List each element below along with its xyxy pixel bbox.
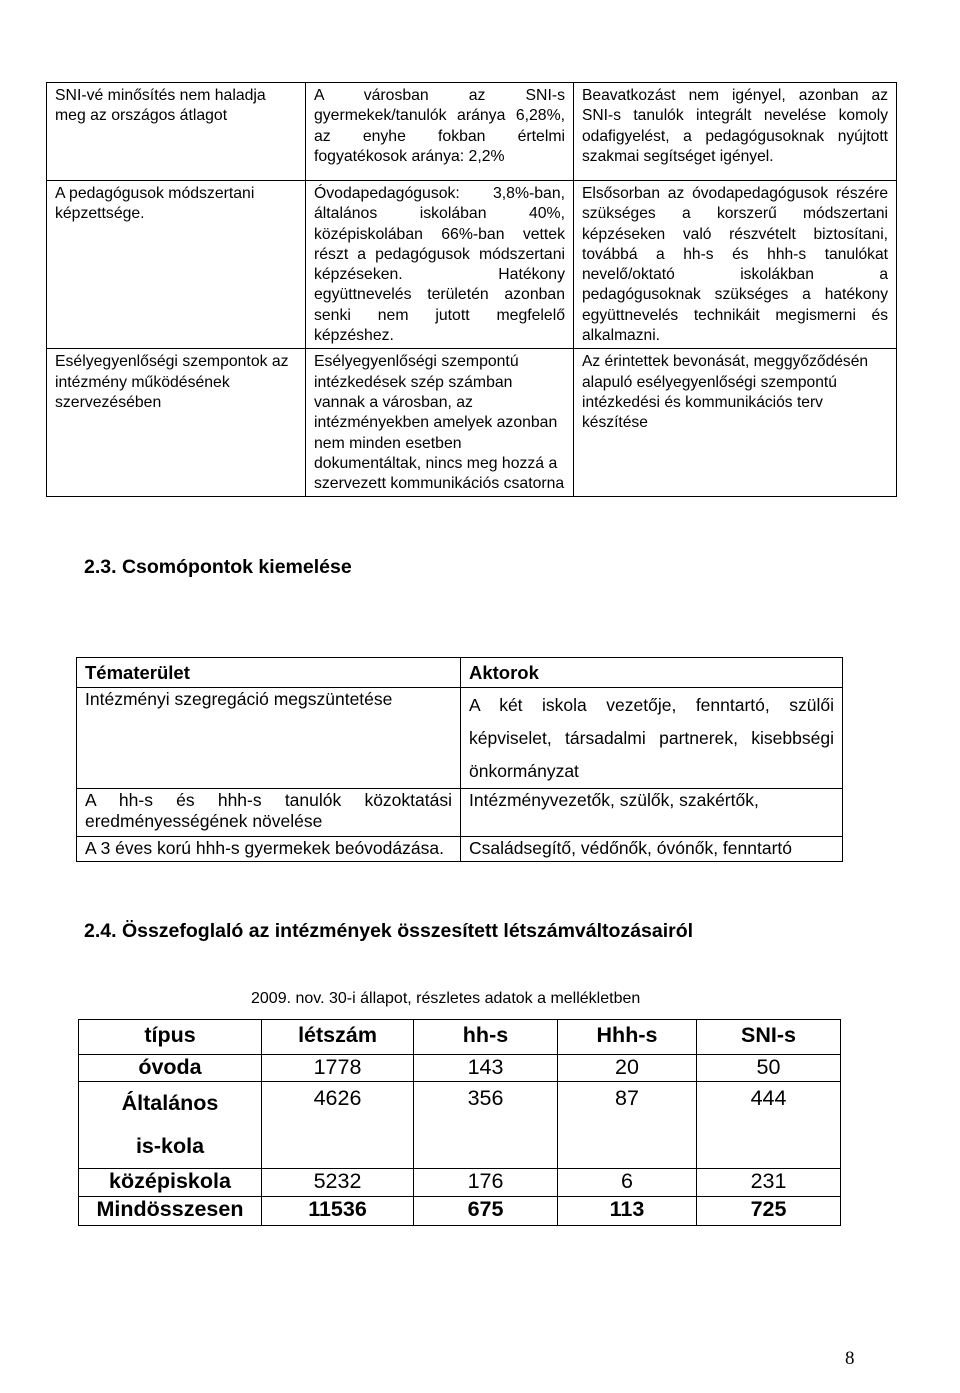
value-cell: 50 (697, 1055, 841, 1082)
headcount-table (78, 1019, 841, 1226)
header-headcount: létszám (262, 1020, 414, 1055)
table-total-row (79, 1197, 841, 1226)
issues-row (47, 181, 897, 349)
value-cell: 5232 (262, 1169, 414, 1197)
header-type: típus (79, 1020, 262, 1055)
issues-table (46, 82, 897, 497)
issues-cell-finding: Esélyegyenlőségi szempontú intézkedések szép számban vannak a városban, az intézményekben amelyek azonban nem minden esetben dokumentáltak, nincs meg hozzá a szervezett kommunikációs csatorna (306, 349, 574, 497)
row-label: Általános is-kola (79, 1082, 262, 1169)
issues-cell-action: Az érintettek bevonását, meggyőződésén alapuló esélyegyenlőségi szempontú intézkedési és kommunikációs terv készítése (574, 349, 897, 497)
value-cell: 6 (558, 1169, 697, 1197)
row-label: Mindösszesen (79, 1197, 262, 1226)
page-number: 8 (845, 1348, 855, 1369)
section-heading-2-3: 2.3. Csomópontok kiemelése (84, 556, 352, 578)
table-header-row (79, 1020, 841, 1055)
header-hh: hh-s (414, 1020, 558, 1055)
value-cell: 20 (558, 1055, 697, 1082)
value-cell: 176 (414, 1169, 558, 1197)
issues-cell-action: Elsősorban az óvodapedagógusok részére szükséges a korszerű módszertani képzéseken való részvételt biztosítani, továbbá a hh-s és hhh-s tanulókat nevelő/oktató iskolákban a pedagógusoknak szükséges a hatékony együttnevelés technikáit megismerni és alkalmazni. (574, 181, 897, 349)
row-label: óvoda (79, 1055, 262, 1082)
topic-cell: Intézményi szegregáció megszüntetése (77, 688, 461, 789)
header-sni: SNI-s (697, 1020, 841, 1055)
issues-cell-action: Beavatkozást nem igényel, azonban az SNI-s tanulók integrált nevelése komoly odafigyelést, a pedagógusoknak nyújtott szakmai segítséget igényel. (574, 83, 897, 181)
value-cell: 231 (697, 1169, 841, 1197)
header-hhh: Hhh-s (558, 1020, 697, 1055)
issues-cell-area: A pedagógusok módszertani képzettsége. (47, 181, 306, 349)
value-cell: 675 (414, 1197, 558, 1226)
value-cell: 4626 (262, 1082, 414, 1169)
actors-cell: Családsegítő, védőnők, óvónők, fenntartó (461, 837, 843, 862)
issues-cell-area: Esélyegyenlőségi szempontok az intézmény működésének szervezésében (47, 349, 306, 497)
value-cell: 725 (697, 1197, 841, 1226)
actors-cell: A két iskola vezetője, fenntartó, szülői képviselet, társadalmi partnerek, kisebbségi önkormányzat (461, 688, 843, 789)
table-row (77, 837, 843, 862)
issues-cell-finding: A városban az SNI-s gyermekek/tanulók aránya 6,28%, az enyhe fokban értelmi fogyatékosok aránya: 2,2% (306, 83, 574, 181)
value-cell: 113 (558, 1197, 697, 1226)
table-row (79, 1082, 841, 1169)
table-row (77, 688, 843, 789)
value-cell: 143 (414, 1055, 558, 1082)
value-cell: 87 (558, 1082, 697, 1169)
focus-points-table (76, 657, 843, 862)
table-row (77, 789, 843, 837)
row-label: középiskola (79, 1169, 262, 1197)
value-cell: 444 (697, 1082, 841, 1169)
table-caption: 2009. nov. 30-i állapot, részletes adatok a mellékletben (251, 990, 641, 1007)
actors-cell: Intézményvezetők, szülők, szakértők, (461, 789, 843, 837)
issues-cell-finding: Óvodapedagógusok: 3,8%-ban, általános iskolában 40%, középiskolában 66%-ban vettek részt a pedagógusok módszertani képzéseken. Hatékony együttnevelés területén azonban senki nem jutott megfelelő képzéshez. (306, 181, 574, 349)
table-row (79, 1055, 841, 1082)
table-header-row (77, 658, 843, 688)
section-heading-2-4: 2.4. Összefoglaló az intézmények összesített létszámváltozásairól (84, 920, 694, 942)
topic-cell: A hh-s és hhh-s tanulók közoktatási eredményességének növelése (77, 789, 461, 837)
issues-cell-area: SNI-vé minősítés nem haladja meg az országos átlagot (47, 83, 306, 181)
value-cell: 11536 (262, 1197, 414, 1226)
topic-cell: A 3 éves korú hhh-s gyermekek beóvodázása. (77, 837, 461, 862)
table-row (79, 1169, 841, 1197)
header-actors: Aktorok (461, 658, 843, 688)
issues-row (47, 349, 897, 497)
value-cell: 1778 (262, 1055, 414, 1082)
value-cell: 356 (414, 1082, 558, 1169)
issues-row (47, 83, 897, 181)
header-topic: Tématerület (77, 658, 461, 688)
